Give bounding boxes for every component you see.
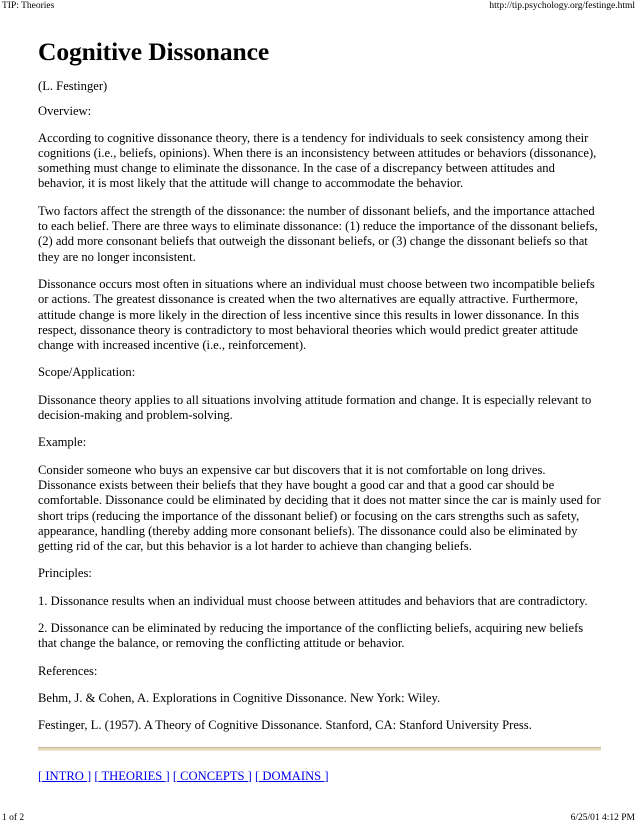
page-content: [38, 36, 602, 784]
print-header-url: http://tip.psychology.org/festinge.html: [489, 1, 635, 11]
principles-heading: Principles:: [38, 566, 92, 581]
reference-2: Festinger, L. (1957). A Theory of Cognitive Dissonance. Stanford, CA: Stanford University Press.: [38, 718, 532, 733]
print-footer-page: 1 of 2: [2, 813, 25, 823]
footer-nav: [38, 769, 602, 784]
author-line: (L. Festinger): [38, 79, 108, 93]
overview-heading: Overview:: [38, 104, 92, 119]
nav-link-domains[interactable]: [ DOMAINS ]: [255, 768, 329, 783]
principle-1: 1. Dissonance results when an individual must choose between attitudes and behaviors that are contradictory.: [38, 593, 588, 608]
scope-heading: Scope/Application:: [38, 365, 136, 380]
overview-paragraph-3: Dissonance occurs most often in situations where an individual must choose between two incompatible beliefs or actions. The greatest dissonance is created when the two alternatives are equally attractive. Furthermore, attitude change is more likely in the direction of less incentive since this results in lower dissonance. In this respect, dissonance theory is contradictory to most behavioral theories which would predict greater attitude change with increased incentive (i.e., reinforcement).: [38, 276, 595, 353]
example-heading: Example:: [38, 435, 87, 450]
nav-link-theories[interactable]: [ THEORIES ]: [94, 768, 170, 783]
references-heading: References:: [38, 663, 98, 678]
print-header-title: TIP: Theories: [2, 1, 55, 11]
example-paragraph: Consider someone who buys an expensive car but discovers that it is not comfortable on long drives. Dissonance exists between their beliefs that they have bought a good car and that a good car should be comfortable. Dissonance could be eliminated by deciding that it does not matter since the car is mainly used for short trips (reducing the importance of the dissonant belief) or focusing on the cars strengths such as safety, appearance, handling (thereby adding more consonant beliefs). The dissonance could also be eliminated by getting rid of the car, but this behavior is a lot harder to achieve than changing beliefs.: [38, 462, 601, 554]
page-title: Cognitive Dissonance: [38, 37, 270, 66]
nav-link-concepts[interactable]: [ CONCEPTS ]: [172, 768, 252, 783]
reference-1: Behm, J. & Cohen, A. Explorations in Cognitive Dissonance. New York: Wiley.: [38, 690, 441, 705]
overview-paragraph-1: According to cognitive dissonance theory, there is a tendency for individuals to seek consistency among their cognitions (i.e., beliefs, opinions). When there is an inconsistency between attitudes or behaviors (dissonance), something must change to eliminate the dissonance. In the case of a discrepancy between attitudes and behavior, it is most likely that the attitude will change to accommodate the behavior.: [38, 130, 597, 191]
print-footer-datetime: 6/25/01 4:12 PM: [570, 813, 635, 823]
nav-link-intro[interactable]: [ INTRO ]: [38, 768, 92, 783]
overview-paragraph-2: Two factors affect the strength of the dissonance: the number of dissonant beliefs, and the importance attached to each belief. There are three ways to eliminate dissonance: (1) reduce the importance of the dissonant beliefs, (2) add more consonant beliefs that outweigh the dissonant beliefs, or (3) change the dissonant beliefs so that they are no longer inconsistent.: [38, 203, 598, 264]
horizontal-divider: [38, 747, 601, 751]
scope-paragraph: Dissonance theory applies to all situations involving attitude formation and change. It is especially relevant to decision-making and problem-solving.: [38, 392, 592, 423]
principle-2: 2. Dissonance can be eliminated by reducing the importance of the conflicting beliefs, acquiring new beliefs that change the balance, or removing the conflicting attitude or behavior.: [38, 621, 584, 651]
